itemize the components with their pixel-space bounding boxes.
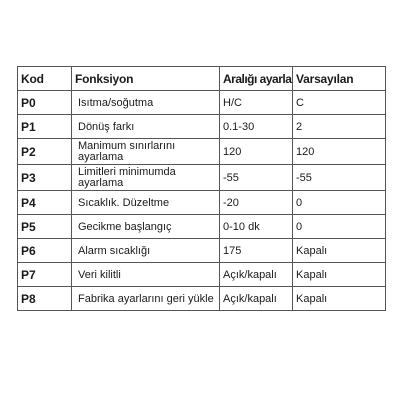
cell-kod: P0 (18, 91, 72, 115)
cell-kod: P6 (18, 239, 72, 263)
header-fonksiyon: Fonksiyon (72, 67, 220, 91)
table-row (18, 287, 386, 311)
table-row (18, 239, 386, 263)
header-aralik: Aralığı ayarla (220, 67, 293, 91)
cell-varsayilan: -55 (293, 165, 386, 191)
cell-aralik: H/C (220, 91, 293, 115)
cell-kod: P1 (18, 115, 72, 139)
cell-aralik: -20 (220, 191, 293, 215)
cell-varsayilan: 2 (293, 115, 386, 139)
cell-kod: P5 (18, 215, 72, 239)
table-row (18, 139, 386, 165)
cell-aralik: 0.1-30 (220, 115, 293, 139)
cell-aralik: Açık/kapalı (220, 287, 293, 311)
cell-varsayilan: Kapalı (293, 263, 386, 287)
cell-fonksiyon: Gecikme başlangıç (72, 215, 220, 239)
cell-fonksiyon: Isıtma/soğutma (72, 91, 220, 115)
header-kod: Kod (18, 67, 72, 91)
cell-fonksiyon: Sıcaklık. Düzeltme (72, 191, 220, 215)
cell-kod: P8 (18, 287, 72, 311)
cell-fonksiyon: Fabrika ayarlarını geri yükle (72, 287, 220, 311)
cell-kod: P4 (18, 191, 72, 215)
cell-fonksiyon: Limitleri minimumda ayarlama (72, 165, 220, 191)
table-row (18, 215, 386, 239)
cell-fonksiyon: Veri kilitli (72, 263, 220, 287)
cell-varsayilan: C (293, 91, 386, 115)
cell-kod: P3 (18, 165, 72, 191)
table-row (18, 91, 386, 115)
cell-varsayilan: 120 (293, 139, 386, 165)
cell-aralik: 0-10 dk (220, 215, 293, 239)
cell-fonksiyon: Alarm sıcaklığı (72, 239, 220, 263)
cell-varsayilan: Kapalı (293, 287, 386, 311)
table-header-row (18, 67, 386, 91)
table-row (18, 263, 386, 287)
cell-fonksiyon: Manimum sınırlarını ayarlama (72, 139, 220, 165)
cell-fonksiyon: Dönüş farkı (72, 115, 220, 139)
parameter-table (17, 66, 386, 311)
cell-kod: P7 (18, 263, 72, 287)
cell-aralik: -55 (220, 165, 293, 191)
table-row (18, 165, 386, 191)
cell-aralik: 120 (220, 139, 293, 165)
header-varsayilan: Varsayılan (293, 67, 386, 91)
cell-aralik: 175 (220, 239, 293, 263)
cell-kod: P2 (18, 139, 72, 165)
table-row (18, 115, 386, 139)
cell-aralik: Açık/kapalı (220, 263, 293, 287)
cell-varsayilan: 0 (293, 191, 386, 215)
cell-varsayilan: 0 (293, 215, 386, 239)
table-row (18, 191, 386, 215)
cell-varsayilan: Kapalı (293, 239, 386, 263)
